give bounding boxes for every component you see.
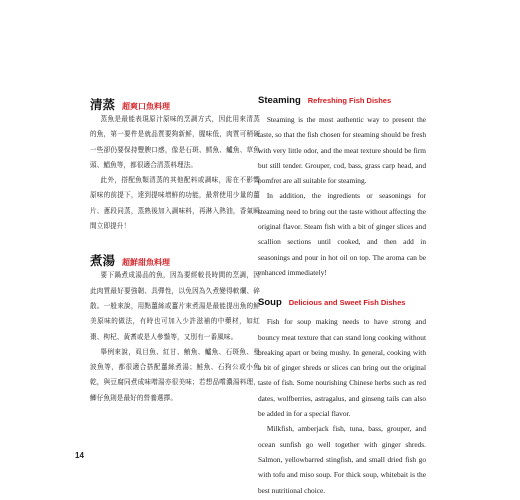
en-soup-paragraph-1: Fish for soup making needs to have strong and bouncy meat texture that can stand long cooking without breaking apart or being mushy. In general, cooking with a bit of ginger shreds or slices can bring out the original taste of fish. Some nourishing Chinese herbs such as red dates, wolfberries, astragalus, and ginseng tails can also be added in for a special flavor. [258,317,426,419]
en-steam-heading [258,95,426,111]
zh-soup-heading [90,251,260,267]
en-steam-paragraph-1: Steaming is the most authentic way to present the taste, so that the fish chosen for steaming should be fresh with very little odor, and the meat texture should be firm but still tender. Grouper, cod, bass, grass carp head, and pomfret are all suitable for steaming. [258,115,426,186]
zh-steam-subtitle: 超爽口魚料理 [122,102,171,111]
zh-steam-paragraph-2: 此外，搭配魚類清蒸的其他配料或調味，需在不影響原味的前提下，達到提味增鮮的功能，最常使用少量的薑片、蔥段同蒸，蒸熟後加入調味料，再淋入熱油，香氣瞬間立即提升！ [90,176,260,231]
chinese-column [90,95,260,406]
en-steam-section [258,95,426,280]
en-soup-paragraph-2: Milkfish, amberjack fish, tuna, bass, grouper, and ocean sunfish go well together with ginger shreds. Salmon, yellowbarred stingfish, and small dried fish go with tofu and miso soup. For thick soup, whitebait is the best nutritional choice. [258,424,426,495]
zh-steam-heading [90,95,260,111]
en-soup-subtitle: Delicious and Sweet Fish Dishes [288,298,406,308]
zh-soup-paragraph-1: 要下鍋煮成湯品的魚，因為要經較長時間的烹調，因此肉質最好要強韌、具彈性，以免因為久煮變得軟爛、碎散。一般來說，用點薑絲或薑片來煮湯是最能提出魚的鮮美原味的做法，有時也可加入少許滋補的中藥材，如紅棗、枸杞、黃耆或是人參鬚等，又別有一番風味。 [90,271,260,341]
zh-soup-title: 煮湯 [90,253,116,269]
zh-steam-title: 清蒸 [90,97,116,112]
en-steam-paragraph-2: In addition, the ingredients or seasonings for steaming need to bring out the taste without affecting the original flavor. Steam fish with a bit of ginger slices and scallion sections until cooked, and then add in seasonings and pour in hot oil on top. The aroma can be enhanced immediately! [258,191,426,277]
zh-steam-paragraph-1: 蒸魚是最能表現原汁原味的烹調方式，因此用來清蒸的魚，第一要件是就品質要夠新鮮，腥味低，肉質可稍硬一些卻仍要保持豐腴口感，像是石斑、鱈魚、鱸魚、草魚頭、鯧魚等，都很適合清蒸料理法。 [90,115,260,169]
zh-steam-section [90,95,260,234]
en-steam-subtitle: Refreshing Fish Dishes [307,96,392,105]
en-soup-title: Soup [258,297,282,309]
en-soup-section [258,297,426,498]
en-steam-title: Steaming [258,95,301,106]
english-column [258,95,426,498]
zh-soup-paragraph-2: 舉例來說，虱目魚、紅甘、鮪魚、鱸魚、石斑魚、曼波魚等，都很適合搭配薑絲煮湯；鮭魚、石狗公或小魚乾，與豆腐同煮成味噌湯亦很美味；若想品嚐濃湯料理，鯽仔魚則是最好的營養選擇。 [90,347,260,402]
page-number: 14 [75,451,84,460]
en-soup-heading [258,297,426,313]
zh-soup-section [90,251,260,406]
zh-soup-subtitle: 超鮮甜魚料理 [122,258,171,268]
